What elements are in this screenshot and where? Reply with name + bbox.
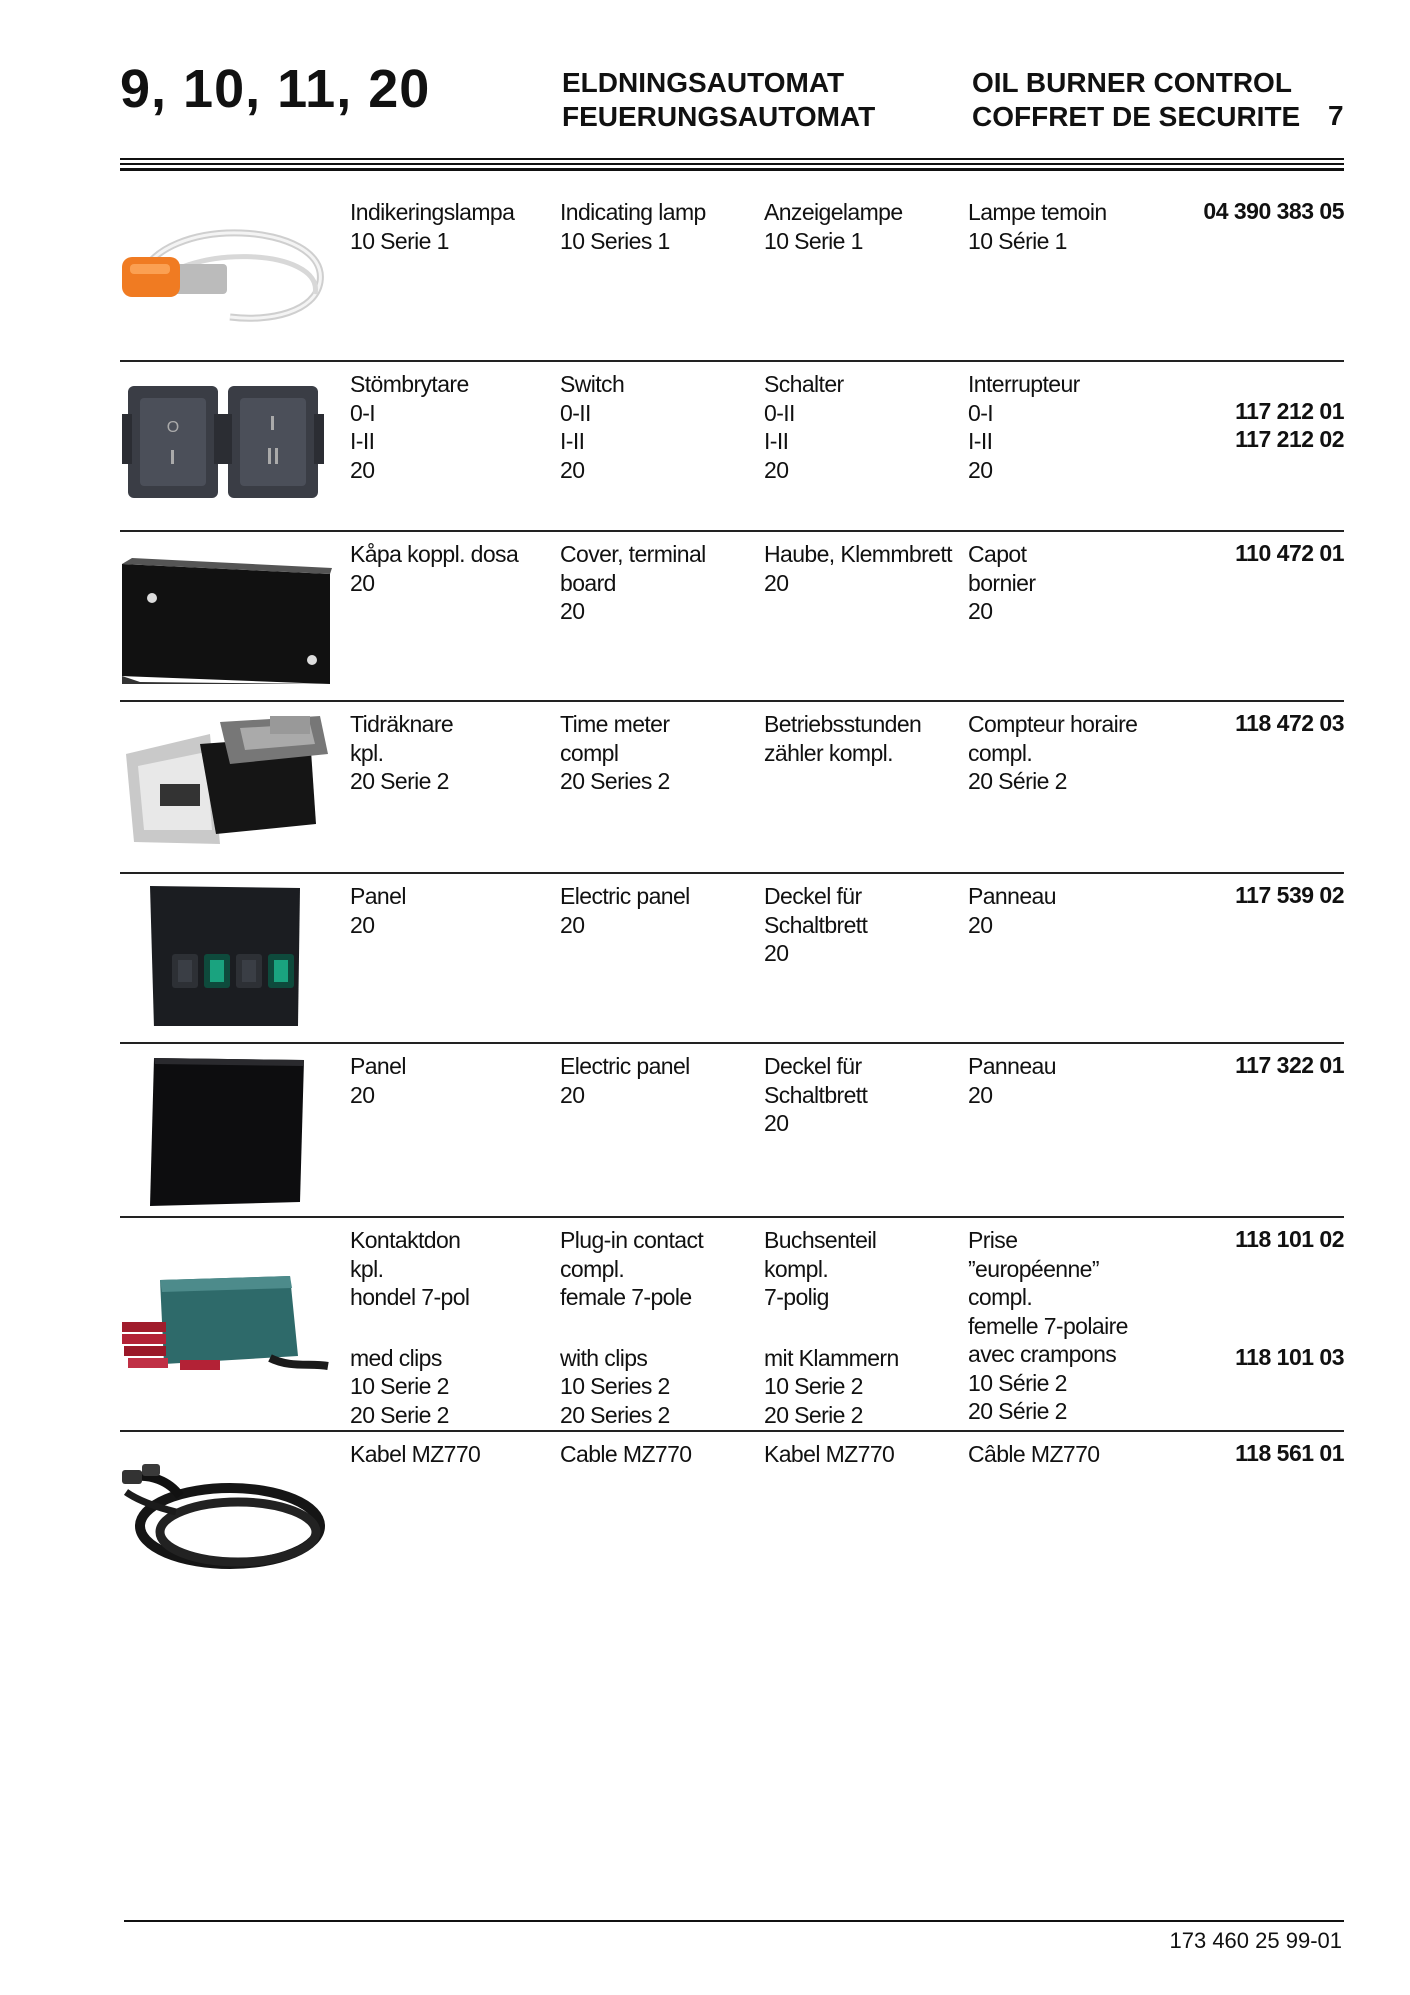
header-rule-2 [120, 163, 1344, 165]
desc-sv: Stömbrytare 0-I I-II 20 [350, 371, 469, 483]
table-row [120, 700, 1344, 872]
panel-with-switches-image [120, 886, 335, 1026]
table-row [120, 530, 1344, 700]
desc-de: Schalter 0-II I-II 20 [764, 371, 844, 483]
part-number: 117 539 02 [1235, 882, 1344, 908]
cable-image [120, 1462, 335, 1602]
table-row [120, 190, 1344, 360]
desc-en: Indicating lamp 10 Series 1 [560, 199, 706, 254]
blank-panel-image [120, 1056, 335, 1196]
desc-en: Cover, terminal board 20 [560, 541, 706, 624]
desc-en: Time meter compl 20 Series 2 [560, 711, 670, 794]
model-numbers: 9, 10, 11, 20 [120, 59, 431, 119]
table-row [120, 872, 1344, 1042]
part-number: 04 390 383 05 [1203, 198, 1344, 224]
table-row [120, 1042, 1344, 1216]
parts-table [120, 190, 1344, 1592]
title-en-fr [972, 66, 1300, 134]
desc-sv: Kåpa koppl. dosa 20 [350, 541, 519, 596]
desc-fr: Panneau 20 [968, 1053, 1056, 1108]
title-en: OIL BURNER CONTROL [972, 67, 1292, 98]
desc-en: Plug-in contact compl. female 7-pole with clips 10 Series 2 20 Series 2 [560, 1227, 704, 1428]
desc-de: Betriebsstunden zähler kompl. [764, 711, 922, 766]
desc-fr: Panneau 20 [968, 883, 1056, 938]
part-number: 110 472 01 [1235, 540, 1344, 566]
title-de: FEUERUNGSAUTOMAT [562, 101, 876, 132]
part-number: 118 472 03 [1235, 710, 1344, 736]
part-number: 118 561 01 [1235, 1440, 1344, 1466]
part-number: 117 322 01 [1235, 1052, 1344, 1078]
part-number: 117 212 02 [1235, 426, 1344, 452]
document-code: 173 460 25 99-01 [1169, 1928, 1342, 1953]
desc-de: Deckel für Schaltbrett 20 [764, 883, 868, 966]
desc-sv: Panel 20 [350, 1053, 406, 1108]
part-number: 118 101 02 [1235, 1226, 1344, 1252]
cover-plate-image [120, 544, 335, 684]
desc-en: Electric panel 20 [560, 1053, 690, 1108]
title-sv: ELDNINGSAUTOMAT [562, 67, 845, 98]
desc-sv: Kabel MZ770 [350, 1441, 481, 1467]
table-row [120, 1430, 1344, 1592]
table-row [120, 1216, 1344, 1430]
time-meter-image [120, 714, 335, 854]
desc-de: Haube, Klemmbrett 20 [764, 541, 952, 596]
desc-de: Buchsenteil kompl. 7-polig mit Klammern 10 Serie 2 20 Serie 2 [764, 1227, 899, 1428]
desc-en: Cable MZ770 [560, 1441, 692, 1467]
desc-de: Deckel für Schaltbrett 20 [764, 1053, 868, 1136]
plug-connector-image [120, 1268, 335, 1408]
part-number: 117 212 01 [1235, 398, 1344, 424]
title-fr: COFFRET DE SECURITE [972, 101, 1301, 132]
title-sv-de [562, 66, 875, 134]
part-number: 118 101 03 [1235, 1344, 1344, 1370]
desc-sv: Indikeringslampa 10 Serie 1 [350, 199, 515, 254]
header-rule-3 [120, 168, 1344, 171]
desc-fr: Prise ”européenne” compl. femelle 7-polaire avec crampons 10 Série 2 20 Série 2 [968, 1227, 1128, 1424]
desc-fr: Câble MZ770 [968, 1441, 1100, 1467]
header-rule-1 [120, 158, 1344, 160]
desc-de: Anzeigelampe 10 Serie 1 [764, 199, 903, 254]
desc-fr: Interrupteur 0-I I-II 20 [968, 371, 1080, 483]
svg-text:O: O [166, 419, 180, 436]
desc-de: Kabel MZ770 [764, 1441, 895, 1467]
footer-rule [124, 1920, 1344, 1922]
page-number: 7 [1328, 100, 1344, 131]
indicating-lamp-image [120, 202, 335, 342]
rocker-switch-image [120, 374, 335, 514]
desc-sv: Kontaktdon kpl. hondel 7-pol med clips 10 Serie 2 20 Serie 2 [350, 1227, 470, 1428]
desc-fr: Capot bornier 20 [968, 541, 1036, 624]
desc-sv: Panel 20 [350, 883, 406, 938]
desc-fr: Compteur horaire compl. 20 Série 2 [968, 711, 1138, 794]
desc-sv: Tidräknare kpl. 20 Serie 2 [350, 711, 454, 794]
desc-fr: Lampe temoin 10 Série 1 [968, 199, 1107, 254]
desc-en: Switch 0-II I-II 20 [560, 371, 625, 483]
desc-en: Electric panel 20 [560, 883, 690, 938]
table-row [120, 360, 1344, 530]
